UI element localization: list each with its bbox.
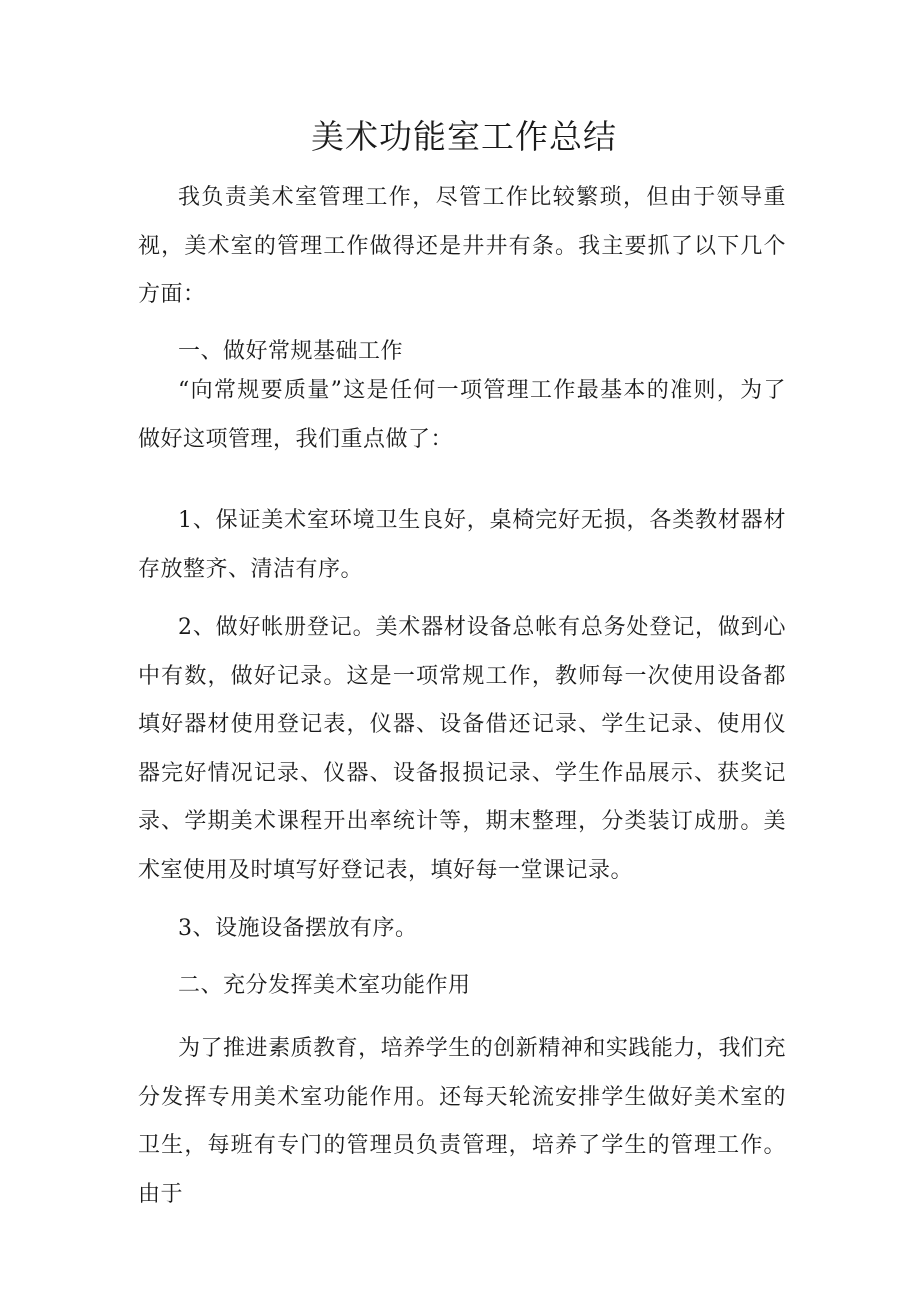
paragraph-quality: “向常规要质量”这是任何一项管理工作最基本的准则，为了做好这项管理，我们重点做了： (138, 378, 786, 452)
list-item-3: 3、设施设备摆放有序。 (178, 916, 418, 941)
paragraph-function: 为了推进素质教育，培养学生的创新精神和实践能力，我们充分发挥专用美术室功能作用。还每天轮流安排学生做好美术室的卫生，每班有专门的管理员负责管理，培养了学生的管理工作。由于 (138, 1036, 786, 1207)
section-heading-1: 一、做好常规基础工作 (178, 339, 404, 364)
list-item-1: 1、保证美术室环境卫生良好，桌椅完好无损，各类教材器材存放整齐、清洁有序。 (138, 508, 786, 582)
paragraph-intro: 我负责美术室管理工作，尽管工作比较繁琐，但由于领导重视，美术室的管理工作做得还是井井有条。我主要抓了以下几个方面： (138, 185, 786, 307)
list-item-2: 2、做好帐册登记。美术器材设备总帐有总务处登记，做到心中有数，做好记录。这是一项常规工作，教师每一次使用设备都填好器材使用登记表，仪器、设备借还记录、学生记录、使用仪器完好情况记录、仪器、设备报损记录、学生作品展示、获奖记录、学期美术课程开出率统计等，期末整理，分类装订成册。美术室使用及时填写好登记表，填好每一堂课记录。 (138, 615, 786, 883)
document-title: 美术功能室工作总结 (311, 117, 617, 156)
section-heading-2: 二、充分发挥美术室功能作用 (178, 973, 471, 998)
